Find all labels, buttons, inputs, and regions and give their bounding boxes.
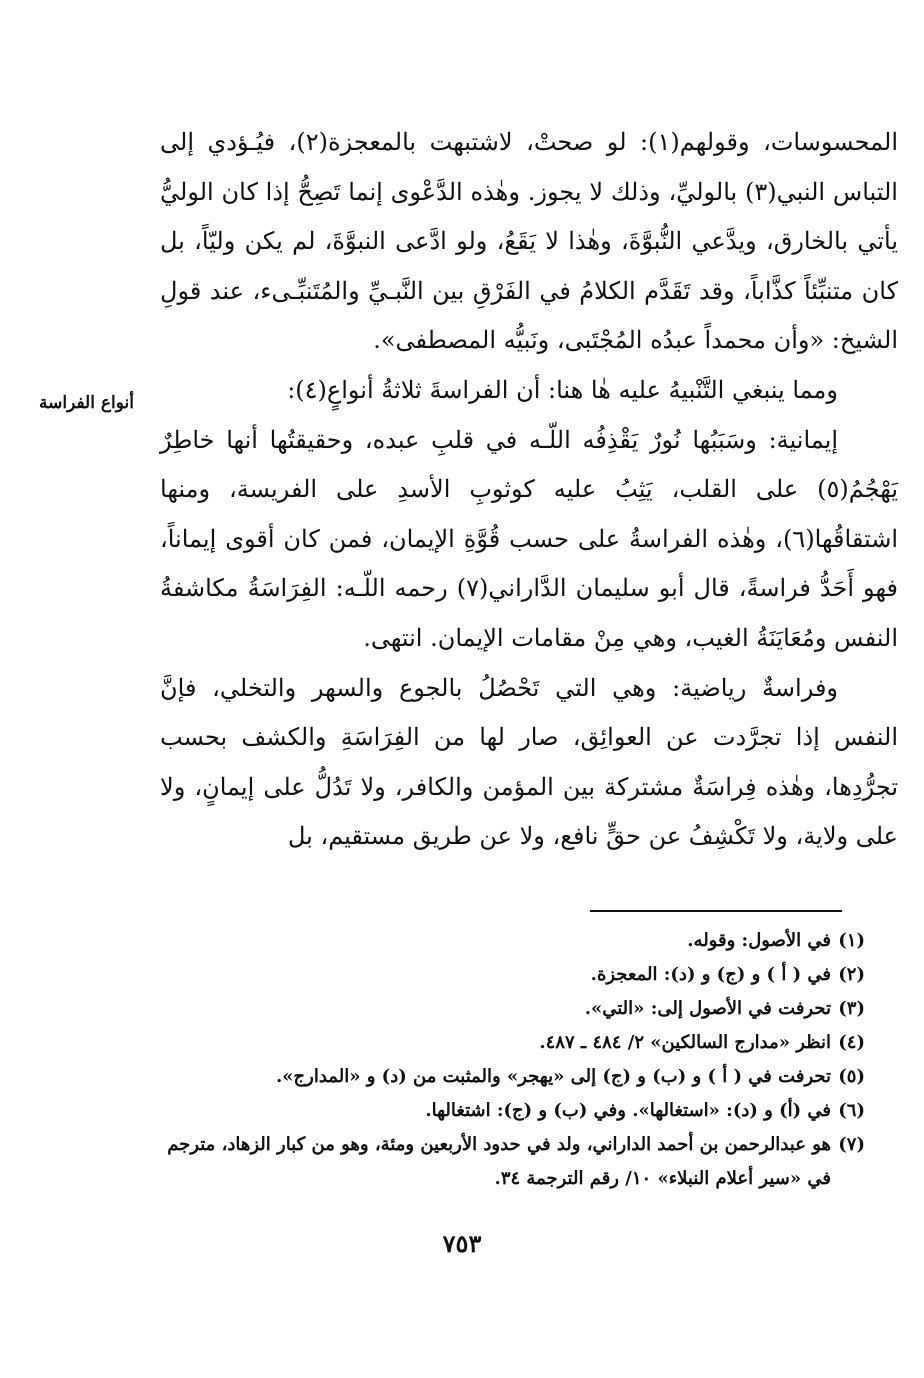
footnote-item <box>160 958 865 992</box>
footnote-item <box>160 992 865 1026</box>
footnote-text: في ( أ ) و (ج) و (د): المعجزة. <box>590 964 831 985</box>
main-text <box>160 118 898 862</box>
page-number: ٧٥٣ <box>442 1229 482 1258</box>
paragraph-3: إيمانية: وسَبَبُها نُورٌ يَقْذِفُه اللّـه في قلبِ عبده، وحقيقتُها أنها خاطِرٌ يَهْجُمُ(٥) على القلب، يَثِبُ عليه كوثوبِ الأسدِ على الفريسة، ومنها اشتقاقُها(٦)، وهٰذه الفراسةُ على حسب قُوَّةِ الإيمان، فمن كان أقوى إيماناً، فهو أَحَدُّ فراسةً، قال أبو سليمان الدَّاراني(٧) رحمه اللّـه: الفِرَاسَةُ مكاشفةُ النفس ومُعَايَنَةُ الغيب، وهي مِنْ مقامات الإيمان. انتهى. <box>160 425 898 652</box>
footnote-number: (٧) <box>838 1134 865 1155</box>
footnote-item <box>160 1060 865 1094</box>
footnote-text: في الأصول: وقوله. <box>687 930 831 951</box>
footnote-number: (٢) <box>838 964 865 985</box>
footnote-text: تحرفت في ( أ ) و (ب) و (ج) إلى «يهجر» والمثبت من (د) و «المدارج». <box>276 1066 831 1087</box>
footnote-item <box>160 1026 865 1060</box>
footnote-item <box>160 1094 865 1128</box>
footnote-item <box>160 1128 865 1196</box>
footnotes <box>160 924 865 1196</box>
footnote-number: (٦) <box>838 1100 865 1121</box>
footnote-text: انظر «مدارج السالكين» ٢/ ٤٨٤ ـ ٤٨٧. <box>539 1032 831 1053</box>
footnote-text: تحرفت في الأصول إلى: «التي». <box>584 998 831 1019</box>
margin-heading: أنواع الفراسة <box>39 393 134 413</box>
footnote-text: هو عبدالرحمن بن أحمد الداراني، ولد في حدود الأربعين ومئة، وهو من كبار الزهاد، مترجم في «سير أعلام النبلاء» ١٠/ رقم الترجمة ٣٤. <box>167 1134 831 1189</box>
paragraph-2: ومما ينبغي التَّنْبيهُ عليه هٰا هنا: أن الفراسةَ ثلاثةُ أنواعٍ(٤): <box>287 375 838 404</box>
paragraph-4: وفراسةٌ رياضية: وهي التي تَحْصُلُ بالجوع والسهر والتخلي، فإنَّ النفس إذا تجرَّدت عن العوائِق، صار لها من الفِرَاسَةِ والكشف بحسب تجرُّدِها، وهٰذه فِراسَةٌ مشتركة بين المؤمن والكافر، ولا تَدُلُّ على إيمانٍ، ولا على ولاية، ولا تَكْشِفُ عن حقٍّ نافع، ولا عن طريق مستقيم، بل <box>160 673 898 851</box>
footnote-text: في (أ) و (د): «استغالها». وفي (ب) و (ج): اشتغالها. <box>425 1100 831 1121</box>
footnote-divider <box>590 910 842 912</box>
footnote-number: (٥) <box>838 1066 865 1087</box>
paragraph-1: المحسوسات، وقولهم(١): لو صحتْ، لاشتبهت بالمعجزة(٢)، فيُـؤدي إلى التباس النبي(٣) بالوليِّ، وذلك لا يجوز. وهٰذه الدَّعْوى إنما تَصِحُّ إذا كان الوليُّ يأتي بالخارق، ويدَّعي النُّبوَّةَ، وهٰذا لا يَقَعُ، ولو ادَّعى النبوَّةَ، لم يكن وليّاً، بل كان متنبِّئاً كذَّاباً، وقد تَقَدَّم الكلامُ في الفَرْقِ بين النَّبـيِّ والمُتَنبِّـىء، عند قولِ الشيخ: «وأن محمداً عبدُه المُجْتَبى، ونَبيُّه المصطفى». <box>160 128 899 355</box>
footnote-number: (١) <box>838 930 865 951</box>
footnote-item <box>160 924 865 958</box>
footnote-number: (٣) <box>838 998 865 1019</box>
footnote-number: (٤) <box>838 1032 865 1053</box>
